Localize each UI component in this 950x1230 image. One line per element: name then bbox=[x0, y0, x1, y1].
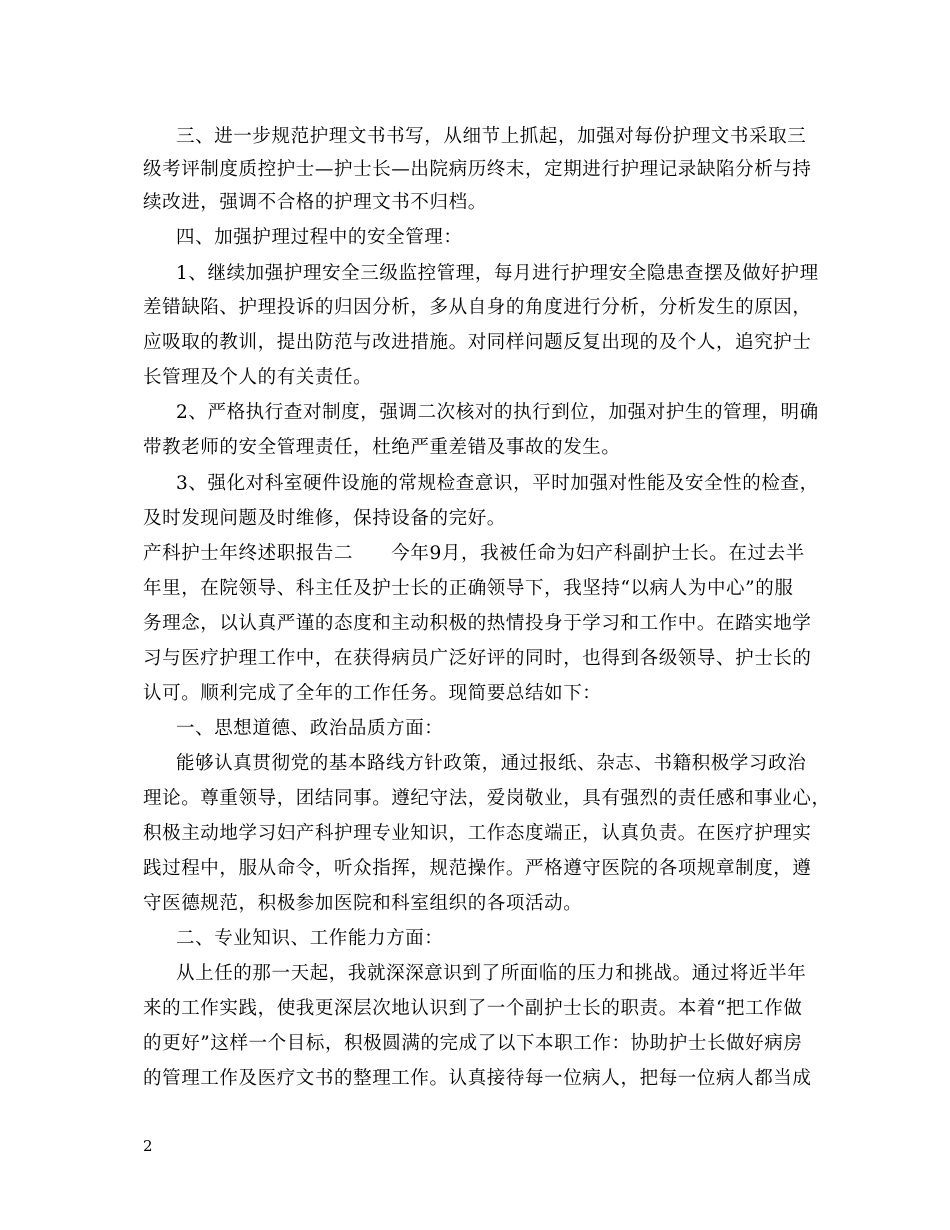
paragraph-line: 务理念，以认真严谨的态度和主动积极的热情投身于学习和工作中。在踏实地学 bbox=[143, 613, 812, 634]
paragraph-line: 差错缺陷、护理投诉的归因分析，多从自身的角度进行分析，分析发生的原因， bbox=[143, 297, 812, 318]
paragraph-line: 能够认真贯彻党的基本路线方针政策，通过报纸、杂志、书籍积极学习政治 bbox=[176, 753, 807, 774]
paragraph-line: 及时发现问题及时维修，保持设备的完好。 bbox=[143, 508, 506, 529]
paragraph-line: 应吸取的教训，提出防范与改进措施。对同样问题反复出现的及个人，追究护士 bbox=[143, 332, 812, 353]
paragraph-line: 长管理及个人的有关责任。 bbox=[143, 367, 373, 388]
paragraph-line: 1、继续加强护理安全三级监控管理，每月进行护理安全隐患查摆及做好护理 bbox=[176, 263, 819, 284]
paragraph-line: 从上任的那一天起，我就深深意识到了所面临的压力和挑战。通过将近半年 bbox=[176, 963, 807, 984]
paragraph-line: 3、强化对科室硬件设施的常规检查意识，平时加强对性能及安全性的检查， bbox=[176, 473, 819, 494]
paragraph-line: 的管理工作及医疗文书的整理工作。认真接待每一位病人，把每一位病人都当成 bbox=[143, 1068, 812, 1089]
paragraph-line: 续改进，强调不合格的护理文书不归档。 bbox=[143, 192, 487, 213]
paragraph-line: 来的工作实践，使我更深层次地认识到了一个副护士长的职责。本着“把工作做 bbox=[143, 998, 803, 1019]
paragraph-line: 带教老师的安全管理责任，杜绝严重差错及事故的发生。 bbox=[143, 437, 621, 458]
paragraph-line: 守医德规范，积极参加医院和科室组织的各项活动。 bbox=[143, 893, 583, 914]
paragraph-line: 级考评制度质控护士—护士长—出院病历终末，定期进行护理记录缺陷分析与持 bbox=[143, 159, 812, 180]
paragraph-line: 的更好”这样一个目标，积极圆满的完成了以下本职工作：协助护士长做好病房 bbox=[143, 1033, 803, 1054]
paragraph-line: 2、严格执行查对制度，强调二次核对的执行到位，加强对护生的管理，明确 bbox=[176, 402, 819, 423]
paragraph-line: 认可。顺利完成了全年的工作任务。现简要总结如下： bbox=[143, 683, 602, 704]
paragraph-line: 年里，在院领导、科主任及护士长的正确领导下，我坚持“以病人为中心”的服 bbox=[143, 578, 794, 599]
section-heading: 四、加强护理过程中的安全管理： bbox=[176, 227, 463, 248]
paragraph-line: 践过程中，服从命令，听众指挥，规范操作。严格遵守医院的各项规章制度，遵 bbox=[143, 858, 812, 879]
paragraph-line: 三、进一步规范护理文书书写，从细节上抓起，加强对每份护理文书采取三 bbox=[176, 126, 807, 147]
report-title-line: 产科护士年终述职报告二 今年9月，我被任命为妇产科副护士长。在过去半 bbox=[143, 543, 805, 564]
paragraph-line: 习与医疗护理工作中，在获得病员广泛好评的同时，也得到各级领导、护士长的 bbox=[143, 648, 812, 669]
paragraph-line: 积极主动地学习妇产科护理专业知识，工作态度端正，认真负责。在医疗护理实 bbox=[143, 823, 812, 844]
paragraph-line: 理论。尊重领导，团结同事。遵纪守法，爱岗敬业，具有强烈的责任感和事业心， bbox=[143, 788, 831, 809]
page-number: 2 bbox=[143, 1137, 153, 1155]
section-heading: 一、思想道德、政治品质方面： bbox=[176, 718, 444, 739]
section-heading: 二、专业知识、工作能力方面： bbox=[176, 928, 444, 949]
